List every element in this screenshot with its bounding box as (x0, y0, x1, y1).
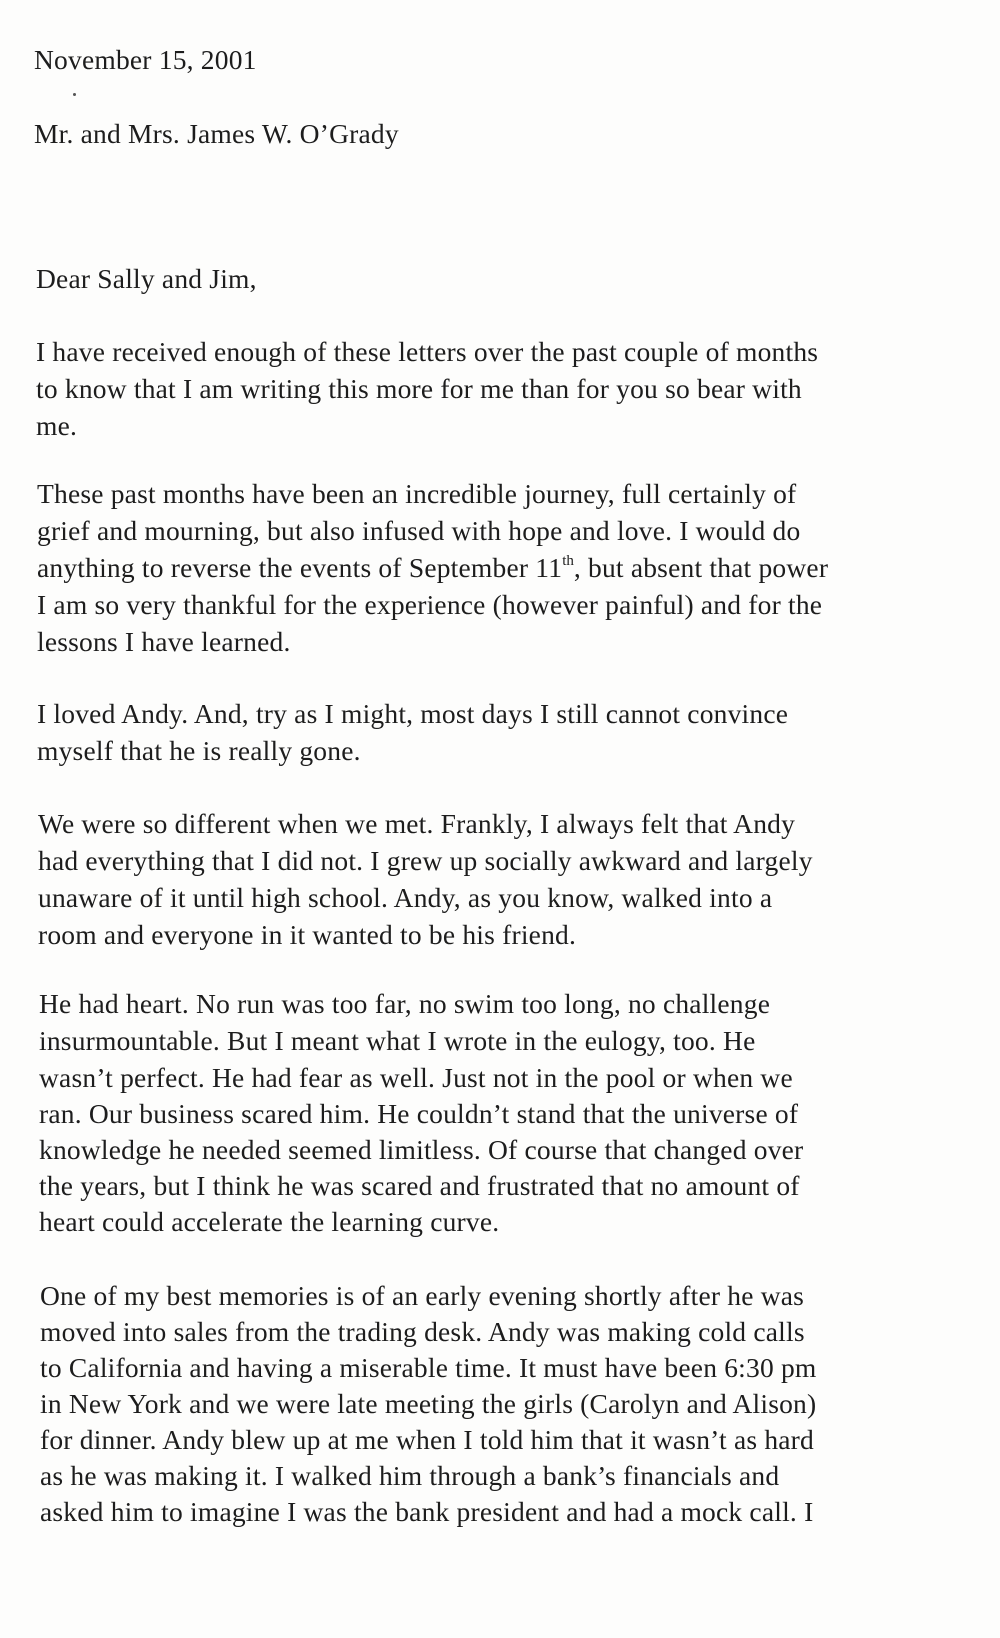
paragraph-2-line-2: grief and mourning, but also infused with hope and love. I would do (37, 515, 801, 546)
paragraph-6-line-7: asked him to imagine I was the bank president and had a mock call. I (40, 1496, 814, 1527)
paragraph-4-line-4: room and everyone in it wanted to be his friend. (38, 919, 577, 950)
paragraph-4-line-2: had everything that I did not. I grew up socially awkward and largely (38, 845, 813, 876)
paragraph-6-line-1: One of my best memories is of an early evening shortly after he was (40, 1280, 805, 1311)
paragraph-2-line-5: lessons I have learned. (37, 626, 291, 657)
paragraph-2-line-1: These past months have been an incredible journey, full certainly of (37, 478, 797, 509)
letter-recipient: Mr. and Mrs. James W. O’Grady (34, 118, 399, 149)
paragraph-6-line-6: as he was making it. I walked him through a bank’s financials and (40, 1460, 780, 1491)
paragraph-6-line-2: moved into sales from the trading desk. Andy was making cold calls (40, 1316, 805, 1347)
paragraph-5-line-1: He had heart. No run was too far, no swim too long, no challenge (39, 988, 771, 1019)
letter-salutation: Dear Sally and Jim, (36, 263, 257, 294)
paragraph-2-line-3-tail: , but absent that power (573, 552, 829, 583)
paragraph-4-line-3: unaware of it until high school. Andy, as you know, walked into a (38, 882, 773, 913)
paragraph-2-line-4: I am so very thankful for the experience (however painful) and for the (37, 589, 823, 620)
paragraph-6-line-3: to California and having a miserable time. It must have been 6:30 pm (40, 1352, 817, 1383)
paragraph-5-line-4: ran. Our business scared him. He couldn’t stand that the universe of (39, 1098, 799, 1129)
paragraph-5-line-5: knowledge he needed seemed limitless. Of course that changed over (39, 1134, 804, 1165)
paragraph-6-line-4: in New York and we were late meeting the girls (Carolyn and Alison) (40, 1388, 817, 1419)
paragraph-6-line-5: for dinner. Andy blew up at me when I told him that it wasn’t as hard (40, 1424, 814, 1455)
paragraph-3-line-1: I loved Andy. And, try as I might, most days I still cannot convince (37, 698, 789, 729)
paragraph-1-line-2: to know that I am writing this more for me than for you so bear with (36, 373, 802, 404)
paragraph-4-line-1: We were so different when we met. Frankly, I always felt that Andy (38, 808, 796, 839)
superscript-ordinal: th (562, 553, 574, 569)
scan-speck (73, 93, 76, 96)
paragraph-5-line-3: wasn’t perfect. He had fear as well. Just not in the pool or when we (39, 1062, 793, 1093)
paragraph-1-line-3: me. (36, 410, 78, 441)
paragraph-5-line-6: the years, but I think he was scared and frustrated that no amount of (39, 1170, 800, 1201)
paragraph-2-line-3 (37, 554, 828, 582)
paragraph-2-line-3-text: anything to reverse the events of September 11 (37, 552, 563, 583)
paragraph-1-line-1: I have received enough of these letters over the past couple of months (36, 336, 819, 367)
paragraph-5-line-2: insurmountable. But I meant what I wrote in the eulogy, too. He (39, 1025, 756, 1056)
paragraph-5-line-7: heart could accelerate the learning curve. (39, 1206, 500, 1237)
letter-date: November 15, 2001 (34, 44, 257, 75)
paragraph-3-line-2: myself that he is really gone. (37, 735, 361, 766)
